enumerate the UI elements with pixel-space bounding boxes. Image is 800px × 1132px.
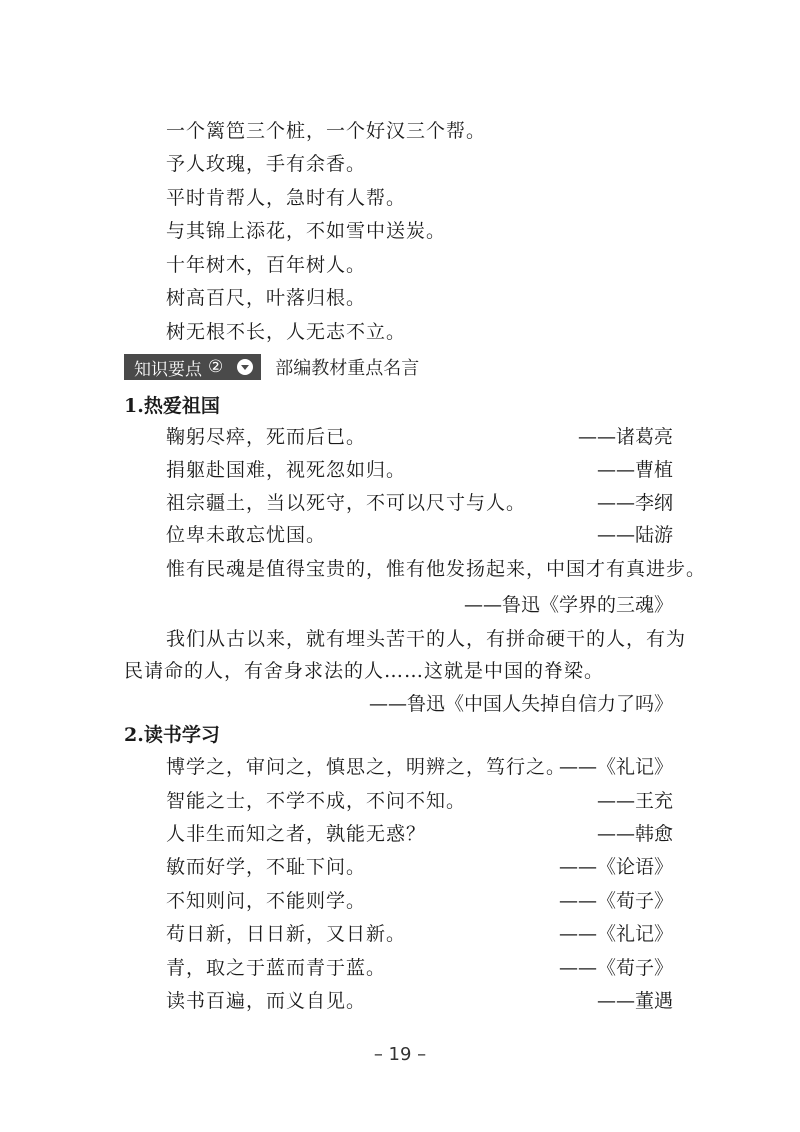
quote-source: ——诸葛亮 xyxy=(577,426,673,448)
quote-source: ——王充 xyxy=(596,790,673,812)
section-heading: 2.读书学习 xyxy=(124,724,220,746)
knowledge-point-number: ② xyxy=(208,357,224,377)
quote-source: ——鲁迅《中国人失掉自信力了吗》 xyxy=(368,693,673,715)
chevron-down-icon xyxy=(237,359,253,375)
quote-text: 读书百遍，而义自见。 xyxy=(166,990,367,1012)
quote-row xyxy=(166,955,673,981)
quote-source: ——《论语》 xyxy=(558,856,673,878)
quote-row xyxy=(166,821,673,847)
knowledge-point-title: 部编教材重点名言 xyxy=(275,358,420,379)
quote-text: 不知则问，不能则学。 xyxy=(166,890,367,912)
quote-source: ——李纲 xyxy=(596,492,673,514)
quote-source: ——《礼记》 xyxy=(558,923,673,945)
quote-source: ——《荀子》 xyxy=(558,957,673,979)
long-quote-line: 我们从古以来，就有埋头苦干的人，有拼命硬干的人，有为 xyxy=(166,628,687,650)
long-quote-line: 民请命的人，有舍身求法的人……这就是中国的脊梁。 xyxy=(124,660,605,682)
page-number: – 19 – xyxy=(373,1044,427,1065)
quote-row xyxy=(166,988,673,1014)
quote-source: ——《礼记》 xyxy=(558,756,673,778)
quote-text: 捐躯赴国难，视死忽如归。 xyxy=(166,459,407,481)
quote-text: 苟日新，日日新，又日新。 xyxy=(166,923,407,945)
long-quote-text: 惟有民魂是值得宝贵的，惟有他发扬起来，中国才有真进步。 xyxy=(166,558,707,580)
proverb-line: 十年树木，百年树人。 xyxy=(166,254,367,276)
quote-text: 智能之士，不学不成，不问不知。 xyxy=(166,790,467,812)
proverb-line: 树无根不长，人无志不立。 xyxy=(166,321,407,343)
quote-row xyxy=(166,921,673,947)
knowledge-point-bar xyxy=(124,354,419,380)
quote-source: ——韩愈 xyxy=(596,823,673,845)
quote-row xyxy=(166,490,673,516)
proverb-line: 予人玫瑰，手有余香。 xyxy=(166,153,367,175)
quote-row xyxy=(166,788,673,814)
section-heading: 1.热爱祖国 xyxy=(124,395,220,417)
quote-text: 祖宗疆土，当以死守，不可以尺寸与人。 xyxy=(166,492,527,514)
quote-text: 鞠躬尽瘁，死而后已。 xyxy=(166,426,367,448)
quote-source: ——董遇 xyxy=(596,990,673,1012)
quote-source: ——陆游 xyxy=(596,524,673,546)
proverb-line: 平时肯帮人，急时有人帮。 xyxy=(166,187,407,209)
knowledge-point-label-box xyxy=(124,354,261,380)
proverb-line: 与其锦上添花，不如雪中送炭。 xyxy=(166,220,447,242)
quote-row xyxy=(166,888,673,914)
quote-row xyxy=(166,854,673,880)
quote-text: 位卑未敢忘忧国。 xyxy=(166,524,327,546)
quote-source: ——鲁迅《学界的三魂》 xyxy=(463,594,673,616)
quote-row xyxy=(166,754,673,780)
quote-row xyxy=(166,522,673,548)
quote-row xyxy=(166,424,673,450)
proverb-line: 树高百尺，叶落归根。 xyxy=(166,287,367,309)
knowledge-point-label: 知识要点 xyxy=(134,359,202,380)
quote-source: ——《荀子》 xyxy=(558,890,673,912)
quote-text: 青，取之于蓝而青于蓝。 xyxy=(166,957,387,979)
quote-source: ——曹植 xyxy=(596,459,673,481)
quote-text: 敏而好学，不耻下问。 xyxy=(166,856,367,878)
quote-row xyxy=(166,457,673,483)
proverb-line: 一个篱笆三个桩，一个好汉三个帮。 xyxy=(166,120,487,142)
quote-text: 人非生而知之者，孰能无惑？ xyxy=(166,823,427,845)
quote-text: 博学之，审问之，慎思之，明辨之，笃行之。 xyxy=(166,756,567,778)
